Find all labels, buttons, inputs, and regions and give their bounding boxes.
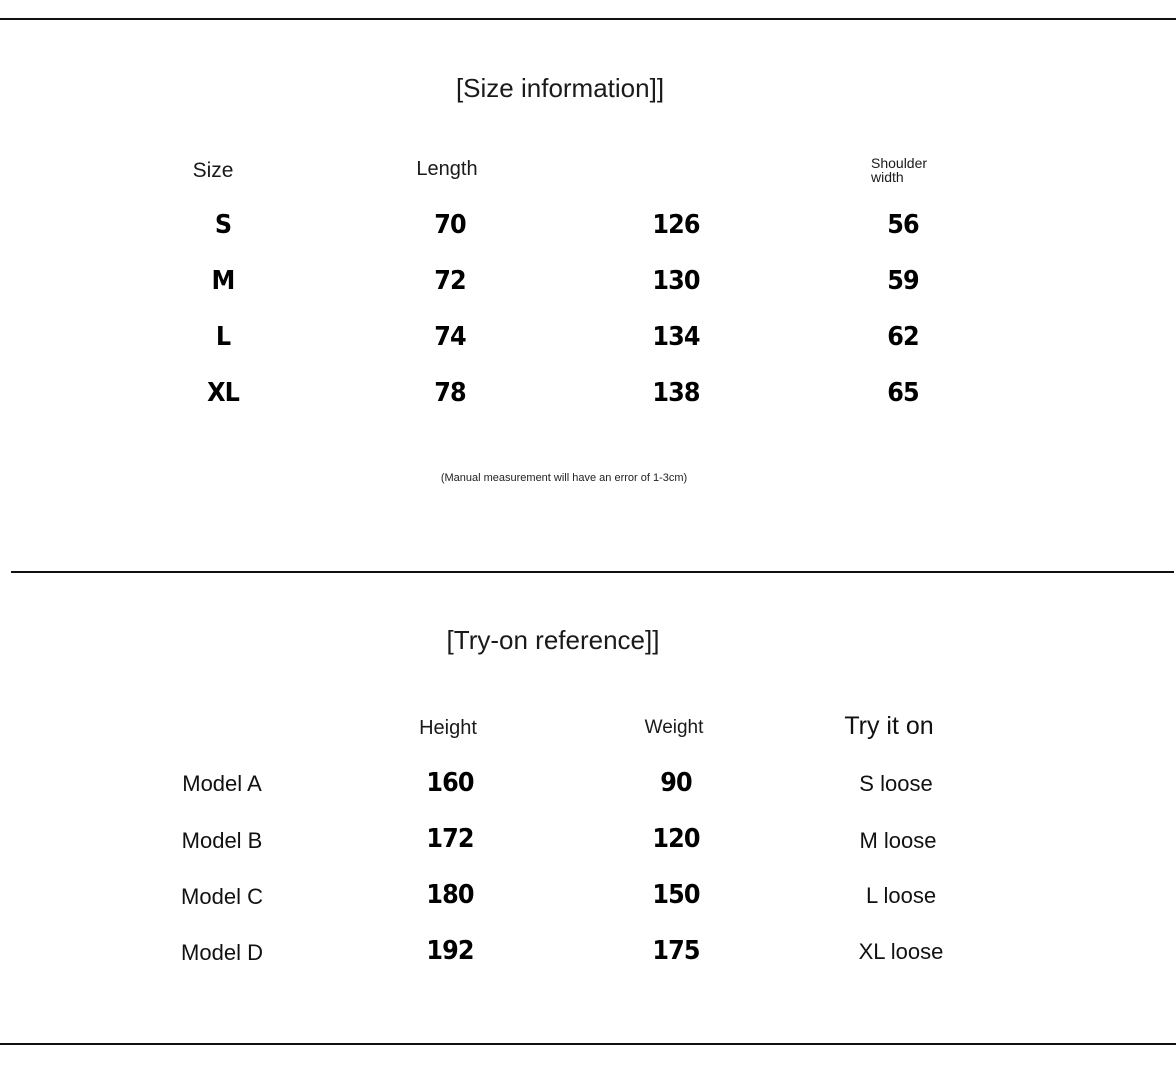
model-name: Model A — [182, 771, 262, 796]
tryon-title: [Try-on reference]] — [446, 625, 660, 655]
size-info-title: [Size information]] — [455, 73, 665, 103]
size-value: M — [211, 266, 235, 296]
size-value: XL — [207, 378, 239, 408]
height-header: Height — [419, 717, 477, 739]
model-name: Model B — [181, 828, 263, 853]
length-value: 72 — [434, 266, 466, 296]
shoulder-width-header: Shoulder width — [871, 155, 928, 185]
bottom-divider — [0, 1043, 1176, 1045]
height-value: 160 — [426, 768, 474, 798]
length-value: 70 — [434, 210, 466, 240]
fit-value: S loose — [859, 771, 933, 796]
model-name: Model C — [181, 884, 263, 909]
top-divider — [0, 18, 1176, 20]
size-value: S — [214, 210, 232, 240]
size-value: L — [215, 322, 231, 352]
weight-value: 120 — [652, 824, 700, 854]
shoulder-value: 62 — [887, 322, 919, 352]
bust-value: 126 — [652, 210, 700, 240]
try-it-on-header: Try it on — [844, 712, 934, 740]
bust-value: 138 — [652, 378, 700, 408]
measurement-note: (Manual measurement will have an error of 1-3cm) — [440, 472, 688, 484]
middle-divider — [11, 571, 1174, 573]
length-header: Length — [416, 158, 478, 180]
model-name: Model D — [181, 940, 263, 965]
weight-value: 150 — [652, 880, 700, 910]
height-value: 192 — [426, 936, 474, 966]
shoulder-value: 65 — [887, 378, 919, 408]
size-header: Size — [192, 159, 234, 182]
weight-header: Weight — [644, 717, 704, 738]
fit-value: XL loose — [858, 939, 944, 964]
fit-value: L loose — [865, 883, 937, 908]
length-value: 74 — [434, 322, 466, 352]
length-value: 78 — [434, 378, 466, 408]
weight-value: 175 — [652, 936, 700, 966]
weight-value: 90 — [660, 768, 692, 798]
fit-value: M loose — [859, 828, 937, 853]
shoulder-value: 56 — [887, 210, 919, 240]
height-value: 180 — [426, 880, 474, 910]
shoulder-value: 59 — [887, 266, 919, 296]
bust-value: 130 — [652, 266, 700, 296]
bust-value: 134 — [652, 322, 700, 352]
height-value: 172 — [426, 824, 474, 854]
